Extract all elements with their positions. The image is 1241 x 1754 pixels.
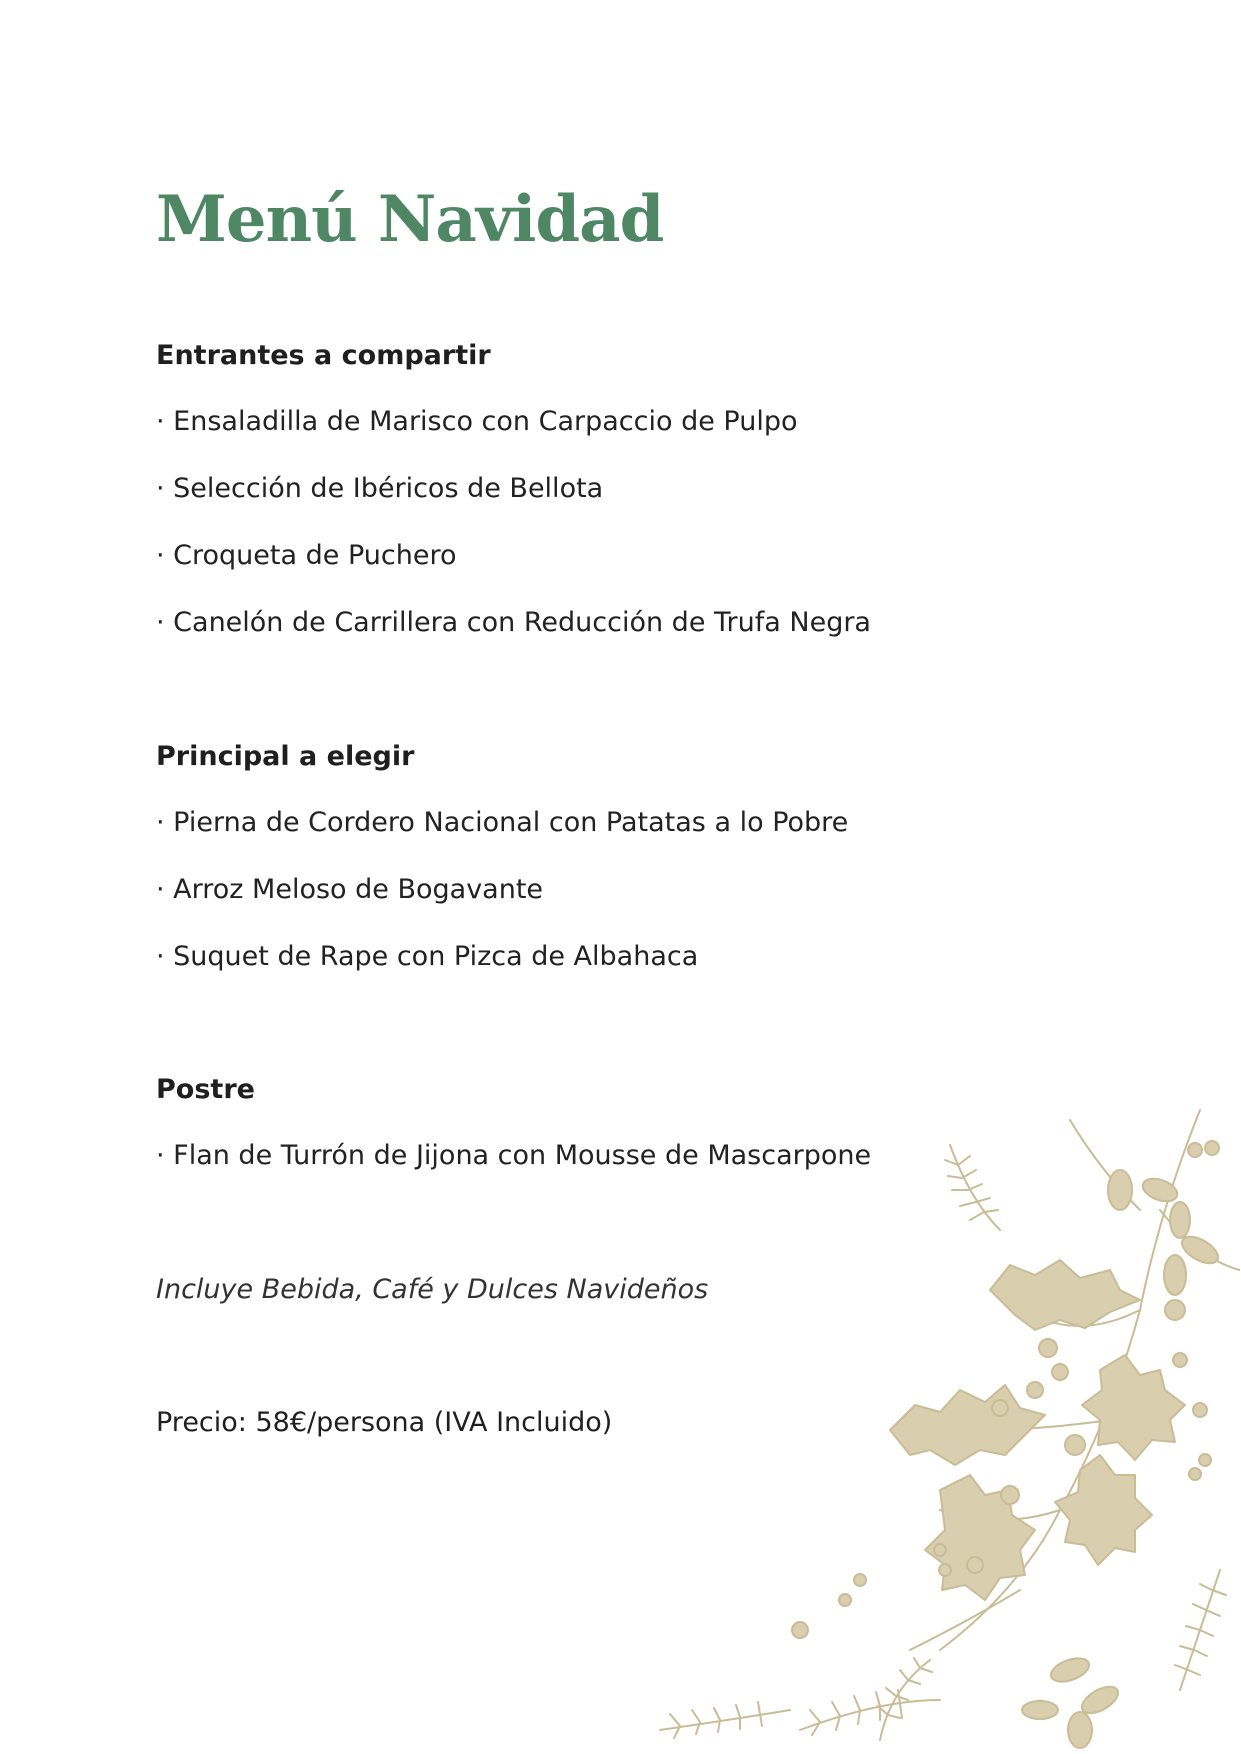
menu-item: · Flan de Turrón de Jijona con Mousse de Mascarpone	[156, 1140, 872, 1171]
menu-item: · Suquet de Rape con Pizca de Albahaca	[156, 941, 699, 972]
section-heading-principal: Principal a elegir	[156, 741, 415, 772]
menu-item: · Croqueta de Puchero	[156, 540, 457, 571]
menu-item: · Selección de Ibéricos de Bellota	[156, 473, 604, 504]
section-heading-entrantes: Entrantes a compartir	[156, 340, 491, 371]
section-heading-postre: Postre	[156, 1074, 255, 1105]
holly-leaves-berries-icon	[640, 1090, 1240, 1754]
menu-item: · Arroz Meloso de Bogavante	[156, 874, 544, 905]
price-text: Precio: 58€/persona (IVA Incluido)	[156, 1407, 613, 1438]
includes-note: Incluye Bebida, Café y Dulces Navideños	[156, 1274, 709, 1305]
menu-item: · Ensaladilla de Marisco con Carpaccio de Pulpo	[156, 406, 798, 437]
page-title: Menú Navidad	[156, 182, 664, 257]
menu-item: · Canelón de Carrillera con Reducción de Trufa Negra	[156, 607, 871, 638]
menu-item: · Pierna de Cordero Nacional con Patatas a lo Pobre	[156, 807, 849, 838]
